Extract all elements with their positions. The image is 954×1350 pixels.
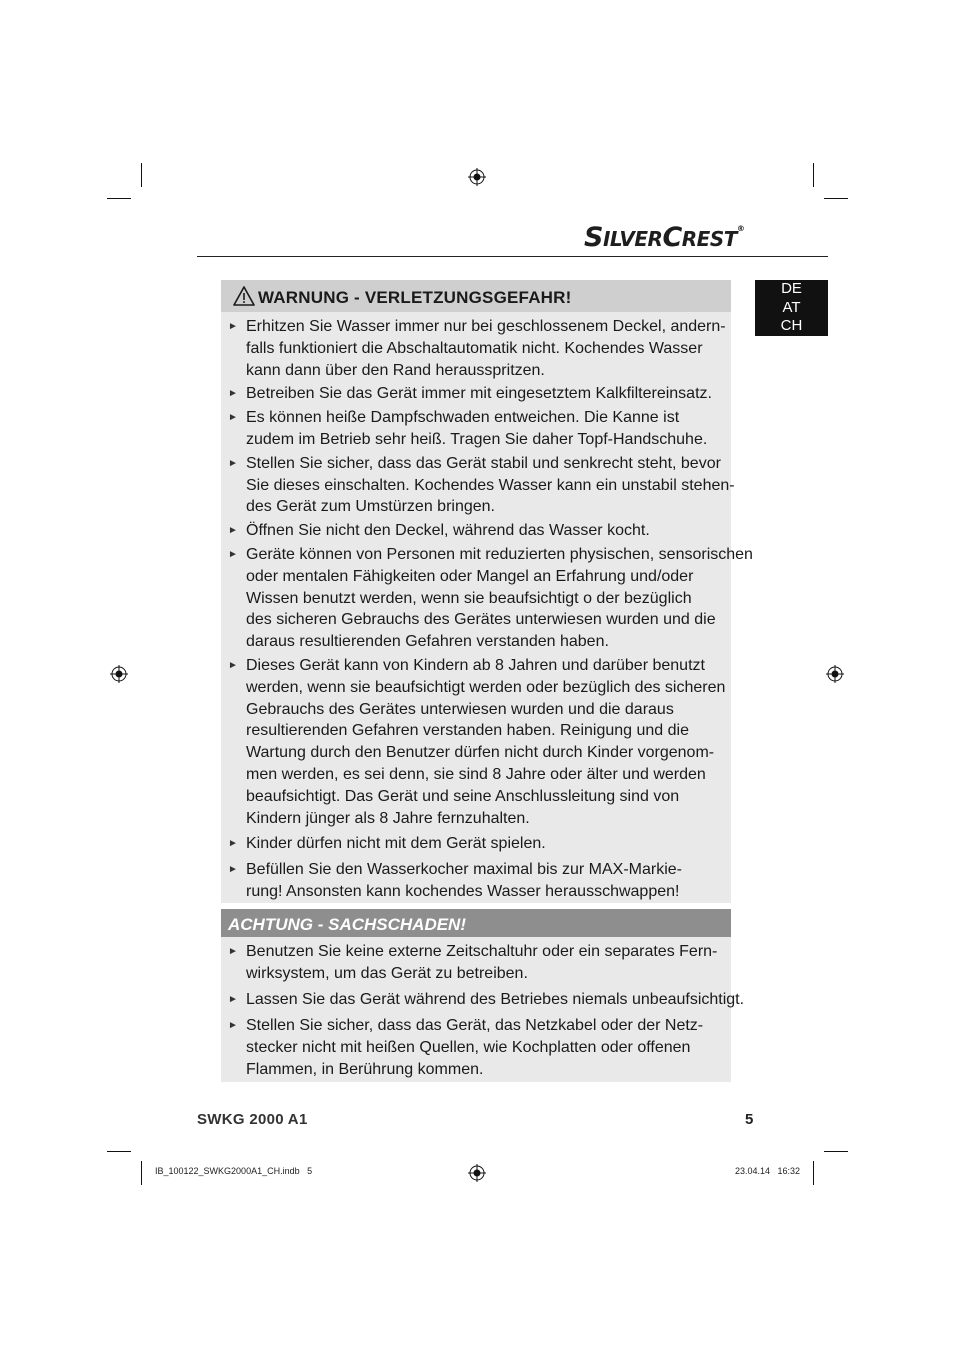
text-line: Gebrauchs des Gerätes unterwiesen wurden und die daraus	[246, 700, 674, 718]
warning-header	[221, 280, 731, 312]
print-slug-date: 23.04.14 16:32	[735, 1166, 801, 1176]
list-item	[228, 655, 728, 829]
caution-list	[228, 941, 745, 1081]
text-line: des Gerät zum Umstürzen bringen.	[246, 498, 495, 516]
crop-mark	[813, 163, 814, 187]
text-line: Kindern jünger als 8 Jahre fernzuhalten.	[246, 809, 530, 827]
language-code: AT	[782, 298, 801, 316]
text-line: Flammen, in Berührung kommen.	[246, 1060, 484, 1078]
warning-triangle-icon	[233, 286, 255, 306]
text-line: daraus resultierenden Gefahren verstanden haben.	[246, 633, 609, 651]
text-line: zudem im Betrieb sehr heiß. Tragen Sie daher Topf-Handschuhe.	[246, 430, 708, 448]
bullet-arrow-icon: ►	[228, 457, 238, 469]
text-line: kann dann über den Rand herausspritzen.	[246, 361, 545, 379]
list-item	[228, 1015, 728, 1080]
text-line: men werden, es sei denn, sie sind 8 Jahre oder älter und werden	[246, 765, 706, 783]
registration-mark-icon	[826, 665, 844, 683]
warning-list	[228, 316, 753, 903]
logo-letters: REST	[681, 227, 737, 251]
list-item	[228, 453, 735, 518]
language-code: CH	[780, 317, 803, 334]
caution-header	[221, 909, 731, 937]
text-line: Stellen Sie sicher, dass das Gerät, das Netzkabel oder der Netz-	[246, 1017, 704, 1035]
text-line: beaufsichtigt. Das Gerät und seine Anschlussleitung sind von	[246, 787, 680, 805]
logo-letter: S	[584, 222, 603, 253]
bullet-arrow-icon: ►	[228, 864, 238, 876]
bullet-arrow-icon: ►	[228, 993, 238, 1005]
bullet-arrow-icon: ►	[228, 1020, 238, 1032]
crop-mark	[107, 1151, 131, 1152]
bullet-arrow-icon: ►	[228, 946, 238, 957]
text-line: Geräte können von Personen mit reduzierten physischen, sensorischen	[246, 545, 753, 563]
text-line: Benutzen Sie keine externe Zeitschaltuhr oder ein separates Fern-	[246, 943, 718, 960]
registration-mark-icon	[468, 168, 486, 186]
bullet-arrow-icon: ►	[228, 548, 238, 560]
page-number: 5	[745, 1111, 754, 1128]
text-line: Befüllen Sie den Wasserkocher maximal bis zur MAX-Markie-	[246, 861, 682, 879]
bullet-arrow-icon: ►	[228, 412, 238, 424]
text-line: Wartung durch den Benutzer dürfen nicht durch Kinder vorgenom-	[246, 744, 715, 762]
header-rule	[197, 256, 828, 257]
list-item	[228, 407, 728, 451]
language-code: DE	[781, 280, 802, 297]
text-line: Sie dieses einschalten. Kochendes Wasser kann ein unstabil stehen-	[246, 476, 735, 494]
registration-mark-icon	[110, 665, 128, 683]
bullet-arrow-icon: ►	[228, 525, 238, 537]
brand-logo	[584, 222, 754, 252]
text-line: Dieses Gerät kann von Kindern ab 8 Jahren und darüber benutzt	[246, 656, 705, 674]
text-line: Lassen Sie das Gerät während des Betriebes niemals unbeaufsichtigt.	[246, 990, 745, 1008]
text-line: Betreiben Sie das Gerät immer mit eingesetztem Kalkfiltereinsatz.	[246, 385, 712, 403]
crop-mark	[824, 198, 848, 199]
list-item	[228, 383, 728, 405]
list-item	[228, 520, 728, 542]
text-line: werden, wenn sie beaufsichtigt werden oder bezüglich des sicheren	[246, 678, 726, 696]
text-line: Öffnen Sie nicht den Deckel, während das Wasser kocht.	[246, 522, 650, 540]
text-line: Wissen benutzt werden, wenn sie beaufsichtigt o der bezüglich	[246, 589, 692, 607]
text-line: Es können heiße Dampfschwaden entweichen. Die Kanne ist	[246, 409, 680, 427]
list-item	[228, 544, 753, 653]
logo-letters: ILVER	[602, 227, 663, 251]
bullet-arrow-icon: ►	[228, 321, 238, 332]
language-tab	[755, 280, 828, 336]
text-line: wirksystem, um das Gerät zu betreiben.	[246, 964, 528, 982]
text-line: falls funktioniert die Abschaltautomatik nicht. Kochendes Wasser	[246, 339, 703, 357]
bullet-arrow-icon: ►	[228, 659, 238, 671]
crop-mark	[141, 163, 142, 187]
crop-mark	[813, 1161, 814, 1185]
bullet-arrow-icon: ►	[228, 388, 238, 400]
text-line: Stellen Sie sicher, dass das Gerät stabil und senkrecht steht, bevor	[246, 454, 721, 472]
crop-mark	[141, 1161, 142, 1185]
list-item	[228, 833, 728, 855]
text-line: des sicheren Gebrauchs des Gerätes unterwiesen wurden und die	[246, 611, 716, 629]
caution-title: ACHTUNG - SACHSCHADEN!	[228, 915, 466, 934]
warning-title: WARNUNG - VERLETZUNGSGEFAHR!	[258, 288, 572, 307]
registration-mark-icon	[468, 1164, 486, 1182]
text-line: Kinder dürfen nicht mit dem Gerät spielen.	[246, 835, 546, 853]
crop-mark	[824, 1151, 848, 1152]
list-item	[228, 316, 728, 381]
text-line: stecker nicht mit heißen Quellen, wie Kochplatten oder offenen	[246, 1039, 691, 1057]
text-line: rung! Ansonsten kann kochendes Wasser herausschwappen!	[246, 882, 680, 900]
text-line: resultierenden Gefahren verstanden haben. Reinigung und die	[246, 722, 689, 740]
text-line: oder mentalen Fähigkeiten oder Mangel an Erfahrung und/oder	[246, 567, 694, 585]
print-slug-file: IB_100122_SWKG2000A1_CH.indb 5	[155, 1166, 313, 1176]
logo-letter: C	[662, 222, 682, 253]
text-line: Erhitzen Sie Wasser immer nur bei geschlossenem Deckel, andern-	[246, 318, 726, 335]
model-number: SWKG 2000 A1	[197, 1111, 308, 1128]
registered-mark: ®	[736, 224, 745, 233]
bullet-arrow-icon: ►	[228, 838, 238, 850]
list-item	[228, 989, 745, 1011]
list-item	[228, 859, 728, 903]
crop-mark	[107, 198, 131, 199]
list-item	[228, 941, 728, 985]
